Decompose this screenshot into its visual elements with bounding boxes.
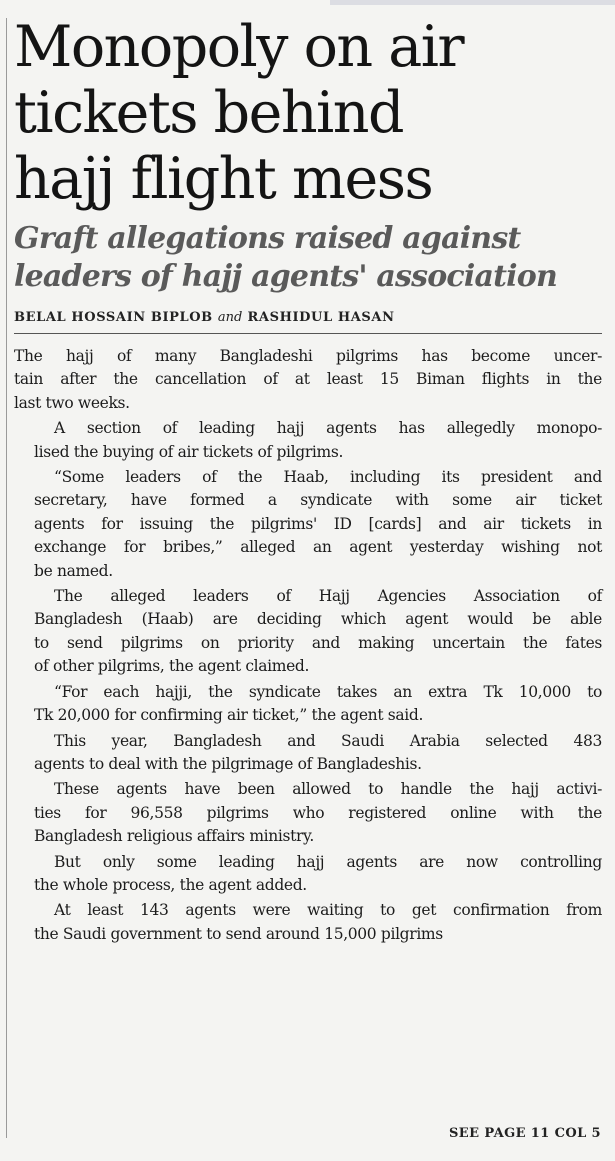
article-paragraph	[14, 417, 602, 464]
news-article	[14, 14, 602, 948]
paragraph-line: exchange for bribes,” alleged an agent yesterday wishing not	[34, 538, 602, 557]
subheadline	[14, 220, 602, 296]
article-body	[14, 345, 602, 946]
paragraph-line: But only some leading hajj agents are now controlling	[54, 852, 602, 871]
paragraph-line: to send pilgrims on priority and making uncertain the fates	[34, 633, 602, 652]
paragraph-line: agents to deal with the pilgrimage of Bangladeshis.	[34, 754, 422, 773]
paragraph-line: Bangladesh (Haab) are deciding which agent would be able	[34, 610, 602, 629]
continuation-note: SEE PAGE 11 COL 5	[449, 1126, 601, 1141]
byline	[14, 310, 602, 334]
article-paragraph	[14, 778, 602, 848]
paragraph-line: last two weeks.	[14, 393, 130, 412]
paragraph-line: of other pilgrims, the agent claimed.	[34, 657, 310, 676]
paragraph-line: Tk 20,000 for confirming air ticket,” the agent said.	[34, 706, 424, 725]
article-paragraph	[14, 681, 602, 728]
paragraph-line: be named.	[34, 561, 113, 580]
paragraph-line: The hajj of many Bangladeshi pilgrims has become uncer-	[14, 347, 602, 365]
paragraph-line: the Saudi government to send around 15,000 pilgrims	[34, 924, 443, 943]
article-paragraph	[14, 899, 602, 946]
paragraph-line: “Some leaders of the Haab, including its president and	[54, 468, 602, 487]
paragraph-line: This year, Bangladesh and Saudi Arabia selected 483	[54, 731, 602, 750]
headline	[14, 14, 602, 212]
paragraph-line: ties for 96,558 pilgrims who registered online with the	[34, 803, 602, 822]
paragraph-line: tain after the cancellation of at least 15 Biman flights in the	[14, 370, 602, 389]
paragraph-line: Bangladesh religious affairs ministry.	[34, 827, 314, 846]
subheadline-line: Graft allegations raised against	[14, 221, 521, 256]
article-paragraph	[14, 730, 602, 777]
byline-author: RASHIDUL HASAN	[247, 310, 395, 325]
subheadline-line: leaders of hajj agents' association	[14, 259, 557, 294]
headline-line: tickets behind	[14, 80, 403, 146]
article-paragraph	[14, 466, 602, 583]
article-paragraph	[14, 585, 602, 679]
top-edge-strip	[330, 0, 615, 5]
article-paragraph	[14, 851, 602, 898]
paragraph-line: agents for issuing the pilgrims' ID [cards] and air tickets in	[34, 514, 602, 533]
paragraph-line: The alleged leaders of Hajj Agencies Association of	[54, 587, 602, 606]
paragraph-line: These agents have been allowed to handle the hajj activi-	[54, 780, 602, 799]
byline-conjunction: and	[217, 310, 243, 325]
paragraph-line: secretary, have formed a syndicate with some air ticket	[34, 491, 602, 510]
paragraph-line: A section of leading hajj agents has allegedly monopo-	[54, 419, 602, 438]
paragraph-line: the whole process, the agent added.	[34, 875, 307, 894]
paragraph-line: lised the buying of air tickets of pilgrims.	[34, 442, 344, 461]
headline-line: Monopoly on air	[14, 14, 464, 80]
byline-author: BELAL HOSSAIN BIPLOB	[14, 310, 213, 325]
paragraph-line: At least 143 agents were waiting to get confirmation from	[54, 901, 602, 920]
article-paragraph	[14, 345, 602, 415]
headline-line: hajj flight mess	[14, 146, 433, 212]
paragraph-line: “For each hajji, the syndicate takes an extra Tk 10,000 to	[54, 682, 602, 701]
column-rule	[6, 18, 7, 1138]
